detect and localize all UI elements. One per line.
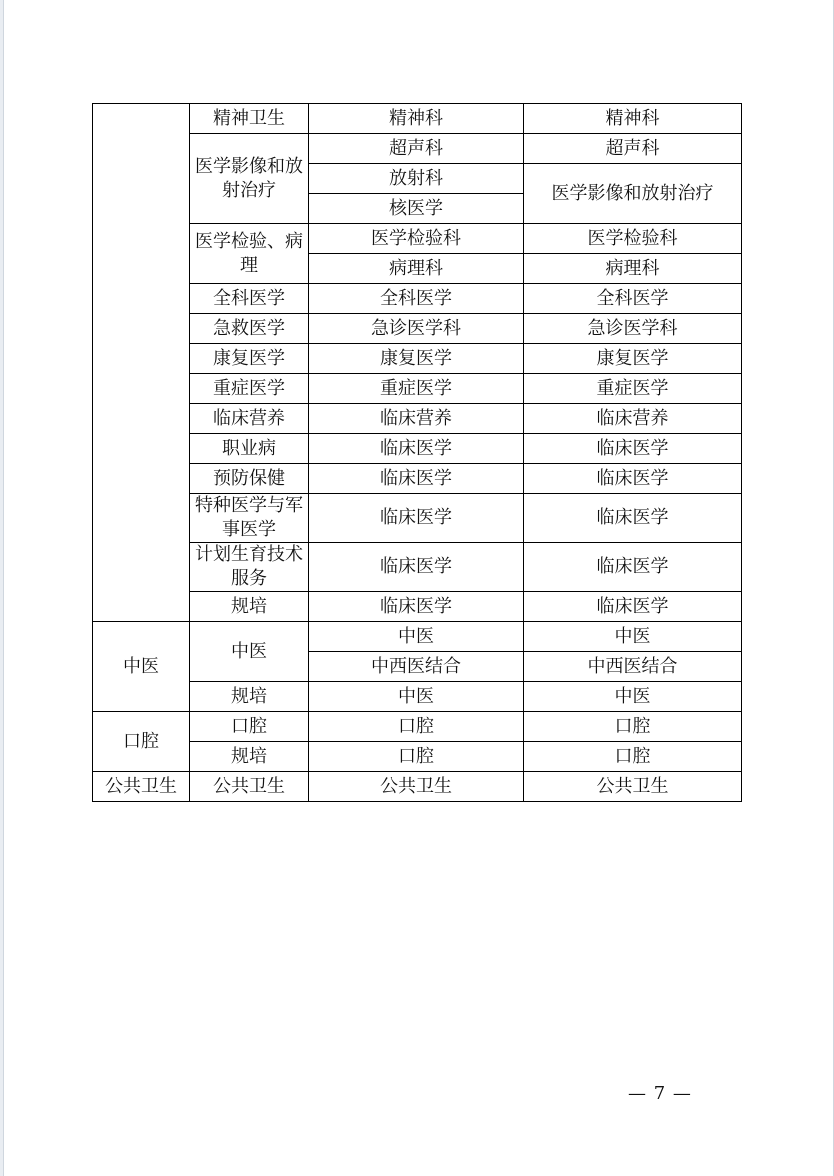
table-cell: 中西医结合 <box>309 652 524 682</box>
table-cell: 医学检验科 <box>524 224 742 254</box>
table-cell: 预防保健 <box>190 464 309 494</box>
table-cell: 病理科 <box>524 254 742 284</box>
table-cell: 精神科 <box>524 104 742 134</box>
table-row <box>93 284 742 314</box>
table-cell: 精神科 <box>309 104 524 134</box>
table-cell: 临床营养 <box>190 404 309 434</box>
table-cell: 中医 <box>309 622 524 652</box>
category-cell-blank <box>93 104 190 622</box>
table-cell: 超声科 <box>309 134 524 164</box>
table-cell: 中医 <box>524 622 742 652</box>
category-cell: 中医 <box>93 622 190 712</box>
table-cell: 病理科 <box>309 254 524 284</box>
table-cell: 康复医学 <box>190 344 309 374</box>
table-cell: 医学影像和放射治疗 <box>524 164 742 224</box>
table-cell: 临床医学 <box>524 434 742 464</box>
table-cell: 临床医学 <box>309 494 524 543</box>
table-cell: 口腔 <box>309 712 524 742</box>
table-row <box>93 374 742 404</box>
table-cell: 职业病 <box>190 434 309 464</box>
table-cell: 临床医学 <box>309 543 524 592</box>
table-cell: 规培 <box>190 592 309 622</box>
table-cell: 中医 <box>309 682 524 712</box>
table-cell: 公共卫生 <box>524 772 742 802</box>
table-cell: 规培 <box>190 682 309 712</box>
table-cell: 医学检验、病理 <box>190 224 309 284</box>
table-cell: 重症医学 <box>190 374 309 404</box>
table-cell: 全科医学 <box>524 284 742 314</box>
table-cell: 临床医学 <box>524 494 742 543</box>
table-cell: 急救医学 <box>190 314 309 344</box>
table-cell: 中医 <box>190 622 309 682</box>
table-cell: 临床营养 <box>524 404 742 434</box>
table-cell: 放射科 <box>309 164 524 194</box>
table-cell: 超声科 <box>524 134 742 164</box>
table-cell: 重症医学 <box>524 374 742 404</box>
table-cell: 急诊医学科 <box>524 314 742 344</box>
table-cell: 中西医结合 <box>524 652 742 682</box>
table-cell: 重症医学 <box>309 374 524 404</box>
table-cell: 临床医学 <box>309 434 524 464</box>
table-cell: 临床营养 <box>309 404 524 434</box>
table-cell: 医学检验科 <box>309 224 524 254</box>
table-cell: 口腔 <box>190 712 309 742</box>
table-cell: 口腔 <box>524 742 742 772</box>
table-cell: 康复医学 <box>309 344 524 374</box>
table-row <box>93 543 742 592</box>
table-row <box>93 622 742 652</box>
table-cell: 急诊医学科 <box>309 314 524 344</box>
table-row <box>93 104 742 134</box>
table-row <box>93 742 742 772</box>
table-cell: 临床医学 <box>524 464 742 494</box>
table-row <box>93 224 742 254</box>
table-cell: 口腔 <box>309 742 524 772</box>
table-row <box>93 434 742 464</box>
table-cell: 核医学 <box>309 194 524 224</box>
table-cell: 全科医学 <box>309 284 524 314</box>
table-cell: 康复医学 <box>524 344 742 374</box>
table-cell: 临床医学 <box>524 543 742 592</box>
table-row <box>93 592 742 622</box>
table-cell: 规培 <box>190 742 309 772</box>
table-cell: 口腔 <box>524 712 742 742</box>
table-row <box>93 464 742 494</box>
table-cell: 临床医学 <box>309 464 524 494</box>
table-cell: 计划生育技术服务 <box>190 543 309 592</box>
table-cell: 医学影像和放射治疗 <box>190 134 309 224</box>
table-cell: 临床医学 <box>309 592 524 622</box>
page-number: — 7 — <box>628 1083 692 1104</box>
table-row <box>93 314 742 344</box>
table-row <box>93 772 742 802</box>
table-row <box>93 712 742 742</box>
table-cell: 特种医学与军事医学 <box>190 494 309 543</box>
table-row <box>93 682 742 712</box>
specialty-mapping-table <box>92 103 742 802</box>
document-page <box>3 0 834 1176</box>
table-cell: 全科医学 <box>190 284 309 314</box>
table-cell: 公共卫生 <box>309 772 524 802</box>
table-row <box>93 404 742 434</box>
category-cell: 公共卫生 <box>93 772 190 802</box>
table-cell: 公共卫生 <box>190 772 309 802</box>
table-cell: 中医 <box>524 682 742 712</box>
table-row <box>93 344 742 374</box>
table-cell: 临床医学 <box>524 592 742 622</box>
table-row <box>93 134 742 164</box>
table-cell: 精神卫生 <box>190 104 309 134</box>
table-row <box>93 494 742 543</box>
category-cell: 口腔 <box>93 712 190 772</box>
